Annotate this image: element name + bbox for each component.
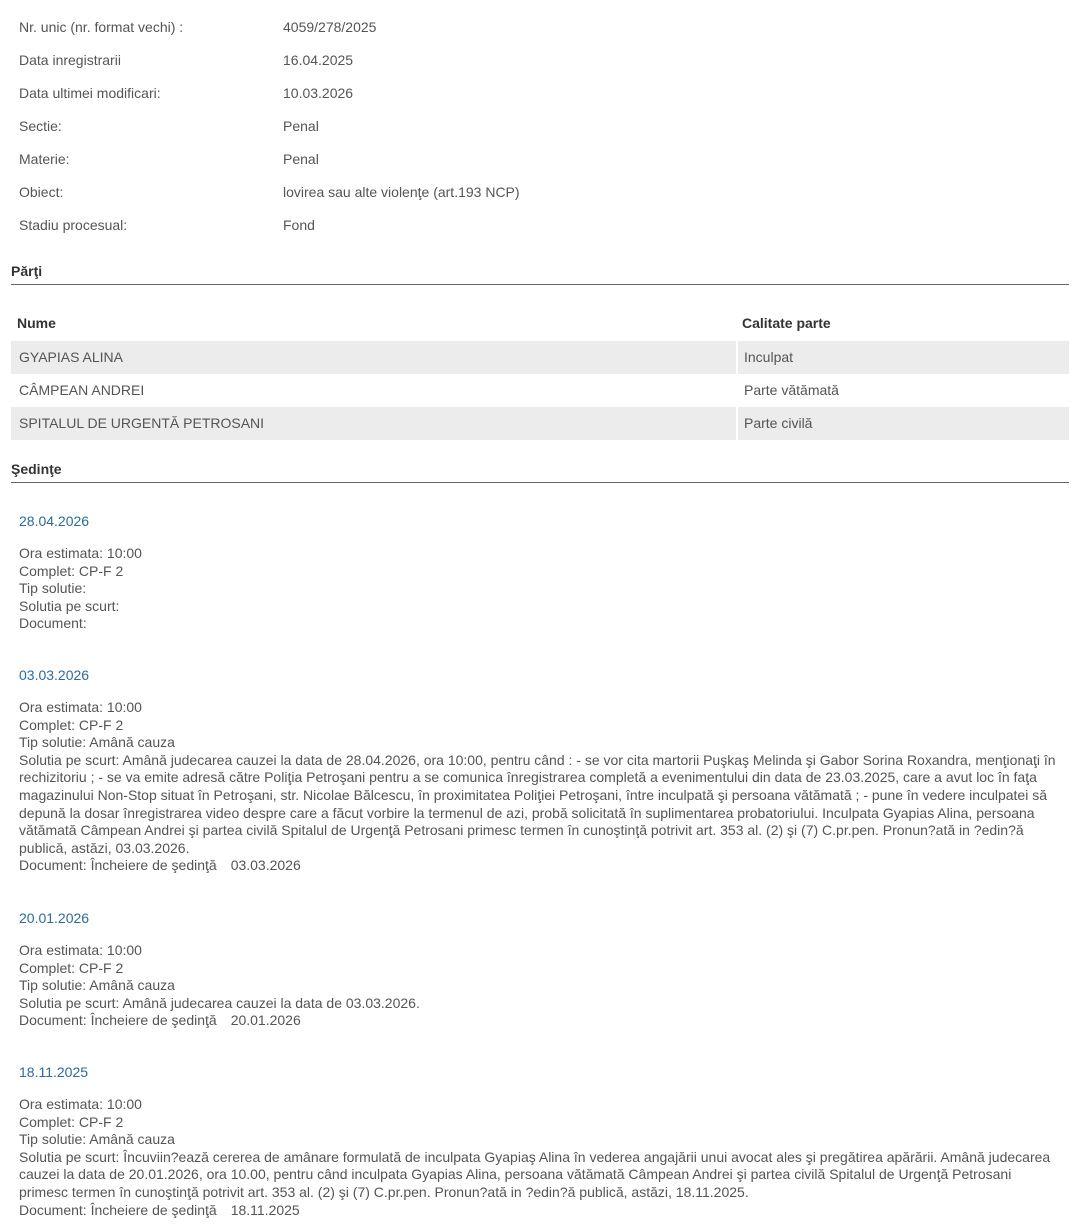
info-row-sectie [19, 99, 1059, 132]
session-document [19, 1202, 1063, 1220]
session-item [19, 666, 1063, 875]
table-row [11, 341, 1069, 374]
info-label: Obiect: [19, 184, 64, 200]
info-label: Data ultimei modificari: [19, 85, 161, 101]
party-name: GYAPIAS ALINA [19, 349, 124, 365]
sessions-section-title: Şedinţe [11, 460, 1069, 483]
parties-section-title: Părţi [11, 262, 1069, 285]
info-label: Data inregistrarii [19, 52, 121, 68]
session-complet: Complet: CP-F 2 [19, 562, 124, 579]
document-date: 20.01.2026 [230, 1012, 301, 1029]
column-divider [736, 407, 738, 440]
session-complet: Complet: CP-F 2 [19, 1113, 124, 1130]
session-solutie: Solutia pe scurt: Amână judecarea cauzei la data de 03.03.2026. [19, 994, 420, 1011]
column-divider [736, 341, 738, 374]
session-complet: Complet: CP-F 2 [19, 959, 124, 976]
document-label: Document: Încheiere de şedinţă [19, 1201, 217, 1218]
info-value: 10.03.2026 [283, 85, 354, 101]
session-solutie: Solutia pe scurt: [19, 597, 120, 614]
info-label: Sectie: [19, 118, 62, 134]
session-ora: Ora estimata: 10:00 [19, 942, 142, 958]
party-role: Inculpat [744, 349, 794, 365]
info-value: 4059/278/2025 [283, 19, 377, 35]
session-item [19, 1063, 1063, 1219]
info-row-obiect [19, 165, 1059, 198]
party-role: Parte vătămată [744, 382, 839, 398]
session-document [19, 857, 1063, 875]
party-name: SPITALUL DE URGENTĂ PETROSANI [19, 415, 265, 431]
session-date: 28.04.2026 [19, 513, 90, 529]
session-document [19, 615, 1063, 633]
info-value: Penal [283, 118, 319, 134]
info-label: Stadiu procesual: [19, 217, 128, 233]
parties-table [11, 308, 1069, 440]
info-row-materie [19, 132, 1059, 165]
info-value: Penal [283, 151, 319, 167]
info-label: Nr. unic (nr. format vechi) : [19, 19, 184, 35]
session-date: 18.11.2025 [19, 1064, 89, 1080]
info-label: Materie: [19, 151, 70, 167]
session-date: 03.03.2026 [19, 667, 90, 683]
info-row-nr-unic [19, 0, 1059, 33]
info-value: Fond [283, 217, 315, 233]
document-date: 18.11.2025 [230, 1201, 300, 1218]
info-row-data-ultimei-modificari [19, 66, 1059, 99]
session-tip-solutie: Tip solutie: Amână cauza [19, 1131, 175, 1148]
document-date: 03.03.2026 [230, 857, 301, 874]
parties-table-header [11, 308, 1069, 341]
session-ora: Ora estimata: 10:00 [19, 545, 142, 561]
document-label: Document: Încheiere de şedinţă [19, 1012, 217, 1029]
table-row [11, 374, 1069, 407]
session-item [19, 909, 1063, 1030]
document-label: Document: Încheiere de şedinţă [19, 857, 217, 874]
case-info [19, 0, 1059, 231]
info-value: lovirea sau alte violenţe (art.193 NCP) [283, 184, 520, 200]
info-row-data-inregistrarii [19, 33, 1059, 66]
session-solutie: Solutia pe scurt: Amână judecarea cauzei la data de 28.04.2026, ora 10:00, pentru când : - se vor cita martorii Puşkaş Melinda şi Gabor Sorina Roxandra, menţionaţi în rechizitoriu ; - se va emite adresă către Poliţia Petroşani pentru a se comunica înregistrarea completă a evenimentului din data de 23.03.2025, care a avut loc în faţa magazinului Non-Stop situat în Petroşani, str. Nicolae Bălcescu, în proximitatea Poliţiei Petroşani, între inculpată şi persoana vătămată ; - pune în vedere inculpatei să depună la dosar înregistrarea video despre care a făcut vorbire la termenul de azi, probă solicitată în suplimentarea probatoriului. Inculpata Gyapias Alina, persoana vătămată Câmpean Andrei şi partea civilă Spitalul de Urgenţă Petrosani primesc termen în cunoştinţă potrivit art. 353 al. (2) şi (7) C.pr.pen. Pronun?ată in ?edin?ă publică, astăzi, 03.03.2026. [19, 751, 1056, 856]
session-date: 20.01.2026 [19, 910, 90, 926]
info-value: 16.04.2025 [283, 52, 354, 68]
info-row-stadiu-procesual [19, 198, 1059, 231]
session-tip-solutie: Tip solutie: [19, 580, 87, 597]
column-header-role: Calitate parte [742, 315, 831, 331]
session-ora: Ora estimata: 10:00 [19, 699, 142, 715]
party-name: CÂMPEAN ANDREI [19, 382, 145, 398]
session-document [19, 1012, 1063, 1030]
column-header-name: Nume [17, 315, 56, 331]
session-tip-solutie: Tip solutie: Amână cauza [19, 734, 175, 751]
session-tip-solutie: Tip solutie: Amână cauza [19, 977, 175, 994]
document-label: Document: [19, 615, 87, 632]
session-item [19, 512, 1063, 633]
session-complet: Complet: CP-F 2 [19, 716, 124, 733]
table-row [11, 407, 1069, 440]
session-solutie: Solutia pe scurt: Încuviin?ează cererea de amânare formulată de inculpata Gyapiaş Alina în vederea angajării unui avocat ales şi pregătirea apărării. Amână judecarea cauzei la data de 20.01.2026, ora 10.00, pentru când inculpata Gyapias Alina, persoana vătămată Câmpean Andrei şi partea civilă Spitalul de Urgenţă Petrosani primesc termen în cunoştinţă potrivit art. 353 al. (2) şi (7) C.pr.pen. Pronun?ată in ?edin?ă publică, astăzi, 18.11.2025. [19, 1148, 1051, 1200]
session-ora: Ora estimata: 10:00 [19, 1096, 142, 1112]
party-role: Parte civilă [744, 415, 813, 431]
